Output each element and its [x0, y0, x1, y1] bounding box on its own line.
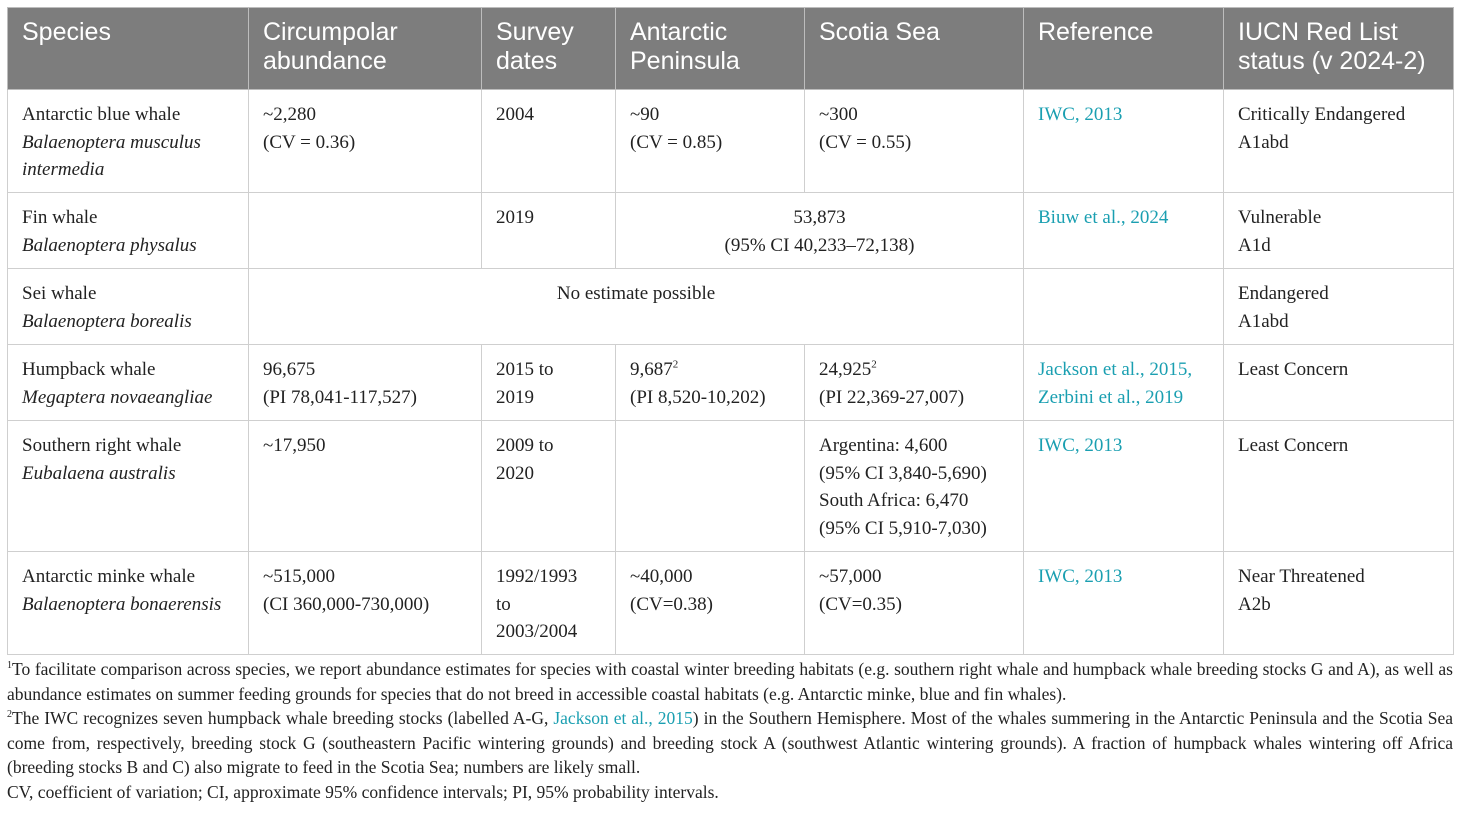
value: Argentina: 4,600	[819, 435, 948, 456]
col-header-survey-dates: Survey dates	[482, 8, 616, 90]
species-cell	[8, 193, 249, 269]
scotia-sea-cell	[805, 421, 1024, 552]
iucn-status-cell	[1224, 193, 1454, 269]
footnote-text: ) in the Southern Hemisphere. Most of the whales summering in the Antarctic Peninsula and the Scotia Sea come from, respectively, breeding stock G (southeastern Pacific wintering grounds) and breeding stock A (southwest Atlantic wintering grounds). A fraction of humpback whales wintering off Africa (breeding stocks B and C) also migrate to feed in the Scotia Sea; numbers are likely small.	[7, 708, 1453, 777]
table-row	[8, 90, 1454, 193]
scientific-name: Balaenoptera musculus intermedia	[22, 131, 201, 180]
circumpolar-cell	[249, 345, 482, 421]
value: ~300	[819, 104, 858, 125]
value-detail: (PI 22,369-27,007)	[819, 386, 965, 408]
status: Least Concern	[1238, 359, 1349, 380]
reference-link[interactable]: IWC, 2013	[1038, 566, 1123, 587]
common-name: Fin whale	[22, 207, 98, 228]
value-line	[819, 356, 1009, 384]
survey-dates-cell	[482, 552, 616, 655]
common-name: Sei whale	[22, 283, 97, 304]
status-criteria: A1abd	[1238, 131, 1289, 153]
no-estimate-cell	[249, 269, 1024, 345]
table-header	[8, 8, 1454, 90]
scientific-name: Megaptera novaeangliae	[22, 386, 213, 408]
value: ~57,000	[819, 566, 882, 587]
table-row	[8, 193, 1454, 269]
footnote-marker: 2	[7, 709, 12, 721]
scientific-name: Eubalaena australis	[22, 462, 176, 484]
status: Critically Endangered	[1238, 104, 1406, 125]
value-detail: (PI 8,520-10,202)	[630, 386, 766, 408]
value: 2009 to	[496, 435, 554, 456]
survey-dates-cell	[482, 421, 616, 552]
value: 53,873	[793, 207, 846, 228]
common-name: Humpback whale	[22, 359, 156, 380]
reference-cell	[1024, 552, 1224, 655]
scotia-sea-cell	[805, 552, 1024, 655]
value-detail: (CV = 0.55)	[819, 131, 912, 153]
reference-link[interactable]: Jackson et al., 2015,	[1038, 359, 1193, 380]
survey-dates-cell	[482, 345, 616, 421]
value: ~17,950	[263, 435, 326, 456]
reference-cell	[1024, 193, 1224, 269]
abbreviations-note: CV, coefficient of variation; CI, approximate 95% confidence intervals; PI, 95% probability intervals.	[7, 781, 719, 802]
species-cell	[8, 552, 249, 655]
peninsula-cell	[616, 90, 805, 193]
footnote-marker: 2	[672, 358, 679, 371]
table-row	[8, 269, 1454, 345]
footnote-text: The IWC recognizes seven humpback whale breeding stocks (labelled A-G,	[12, 708, 554, 728]
reference-cell	[1024, 421, 1224, 552]
value-detail: (CI 360,000-730,000)	[263, 593, 430, 615]
value-detail: (PI 78,041-117,527)	[263, 386, 417, 408]
scientific-name: Balaenoptera physalus	[22, 234, 197, 256]
circumpolar-cell	[249, 421, 482, 552]
iucn-status-cell	[1224, 90, 1454, 193]
common-name: Antarctic minke whale	[22, 566, 196, 587]
footnote-marker: 2	[871, 358, 877, 371]
footnote-marker: 1	[7, 660, 12, 672]
scientific-name: Balaenoptera bonaerensis	[22, 593, 222, 615]
value: 2004	[496, 104, 534, 125]
value-line	[630, 356, 790, 384]
circumpolar-cell	[249, 90, 482, 193]
scotia-sea-cell	[805, 90, 1024, 193]
col-header-iucn-status: IUCN Red List status (v 2024-2)	[1224, 8, 1454, 90]
iucn-status-cell	[1224, 552, 1454, 655]
value: 2015 to	[496, 359, 554, 380]
value-detail: (CV = 0.36)	[263, 131, 356, 153]
peninsula-cell	[616, 421, 805, 552]
value-detail: (CV = 0.85)	[630, 131, 723, 153]
common-name: Antarctic blue whale	[22, 104, 181, 125]
table-row	[8, 421, 1454, 552]
reference-cell	[1024, 269, 1224, 345]
value: 1992/1993	[496, 566, 578, 587]
species-cell	[8, 269, 249, 345]
value: ~515,000	[263, 566, 336, 587]
scientific-name: Balaenoptera borealis	[22, 310, 192, 332]
value: 2019	[496, 207, 534, 228]
reference-link[interactable]: Biuw et al., 2024	[1038, 207, 1169, 228]
no-estimate-text: No estimate possible	[556, 283, 716, 304]
status: Near Threatened	[1238, 566, 1365, 587]
table-row	[8, 552, 1454, 655]
scotia-sea-cell	[805, 345, 1024, 421]
survey-dates-cell	[482, 193, 616, 269]
footnote-1	[7, 657, 1453, 706]
iucn-status-cell	[1224, 269, 1454, 345]
table-row	[8, 345, 1454, 421]
reference-link[interactable]: IWC, 2013	[1038, 104, 1123, 125]
reference-link[interactable]: Zerbini et al., 2019	[1038, 386, 1184, 408]
whale-abundance-table	[7, 7, 1454, 655]
value: ~90	[630, 104, 660, 125]
circumpolar-cell	[249, 552, 482, 655]
value-detail: to	[496, 593, 511, 615]
value-detail: (95% CI 5,910-7,030)	[819, 517, 987, 539]
value-detail: (95% CI 3,840-5,690)	[819, 462, 987, 484]
col-header-scotia-sea: Scotia Sea	[805, 8, 1024, 90]
reference-cell	[1024, 345, 1224, 421]
survey-dates-cell	[482, 90, 616, 193]
status: Vulnerable	[1238, 207, 1322, 228]
status: Endangered	[1238, 283, 1329, 304]
value-detail: 2003/2004	[496, 621, 578, 642]
value: ~40,000	[630, 566, 693, 587]
reference-link[interactable]: IWC, 2013	[1038, 435, 1123, 456]
species-cell	[8, 421, 249, 552]
value-detail: (CV=0.38)	[630, 593, 714, 615]
value: 24,925	[819, 359, 872, 380]
status-criteria: A2b	[1238, 593, 1271, 615]
iucn-status-cell	[1224, 421, 1454, 552]
table-footnotes	[7, 657, 1453, 804]
col-header-reference: Reference	[1024, 8, 1224, 90]
value: South Africa: 6,470	[819, 490, 969, 511]
species-cell	[8, 345, 249, 421]
value: ~2,280	[263, 104, 317, 125]
reference-cell	[1024, 90, 1224, 193]
col-header-antarctic-peninsula: Antarctic Peninsula	[616, 8, 805, 90]
col-header-species: Species	[8, 8, 249, 90]
peninsula-cell	[616, 552, 805, 655]
iucn-status-cell	[1224, 345, 1454, 421]
footnote-text: To facilitate comparison across species, we report abundance estimates for species with coastal winter breeding habitats (e.g. southern right whale and humpback whale breeding stocks G and A), as well as abundance estimates on summer feeding grounds for species that do not breed in accessible coastal habitats (e.g. Antarctic minke, blue and fin whales).	[7, 659, 1453, 704]
value-detail: (95% CI 40,233–72,138)	[724, 234, 915, 256]
merged-regional-cell	[616, 193, 1024, 269]
value-detail: 2019	[496, 386, 534, 408]
footnote-reference-link[interactable]: Jackson et al., 2015	[553, 708, 693, 728]
status-criteria: A1abd	[1238, 310, 1289, 332]
common-name: Southern right whale	[22, 435, 182, 456]
footnote-2	[7, 706, 1453, 780]
circumpolar-cell	[249, 193, 482, 269]
peninsula-cell	[616, 345, 805, 421]
value: 9,687	[630, 359, 673, 380]
value-detail: (CV=0.35)	[819, 593, 903, 615]
value: 96,675	[263, 359, 316, 380]
value-detail: 2020	[496, 462, 534, 484]
col-header-circumpolar: Circumpolar abundance	[249, 8, 482, 90]
status-criteria: A1d	[1238, 234, 1271, 256]
species-cell	[8, 90, 249, 193]
status: Least Concern	[1238, 435, 1349, 456]
